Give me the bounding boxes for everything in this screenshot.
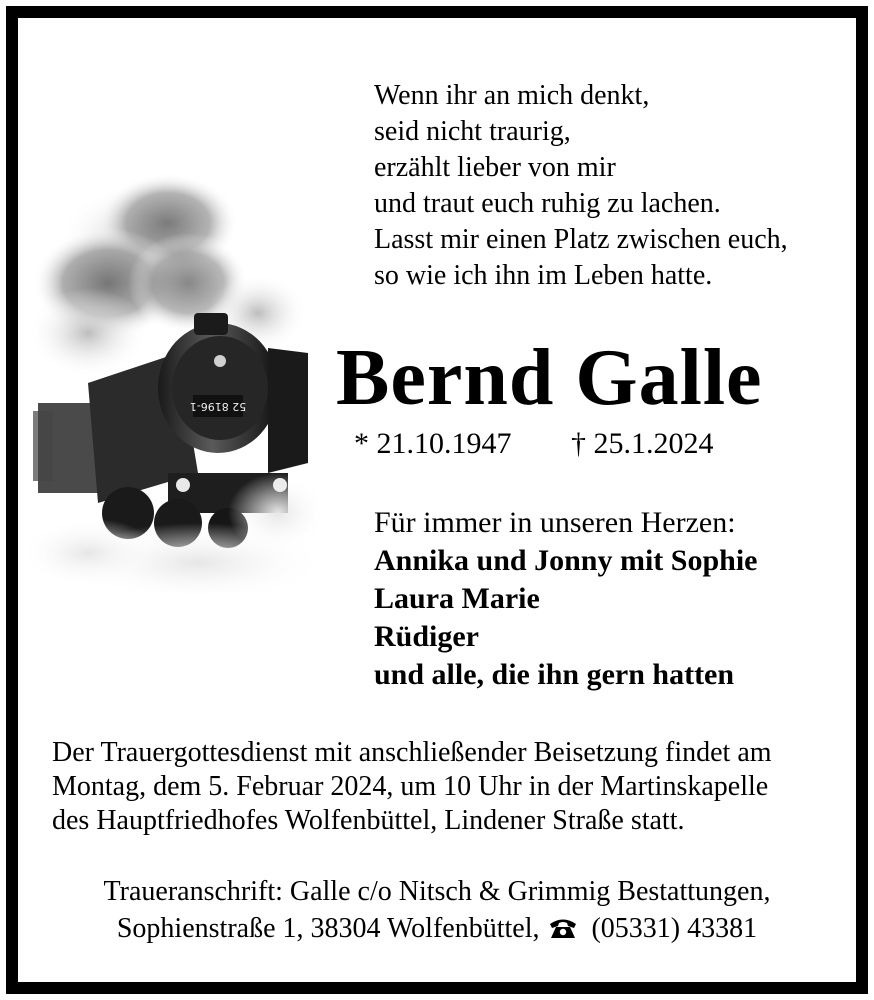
service-line: Montag, dem 5. Februar 2024, um 10 Uhr in der Martinskapelle [52, 771, 769, 802]
phone-number: (05331) 43381 [591, 913, 758, 944]
service-line: des Hauptfriedhofes Wolfenbüttel, Lindener Straße statt. [52, 805, 685, 836]
address-line [18, 910, 856, 947]
poem-line: so wie ich ihn im Leben hatte. [374, 260, 713, 291]
poem-line: und traut euch ruhig zu lachen. [374, 188, 721, 219]
mourner-name: Laura Marie [374, 582, 540, 615]
mourner-name: Annika und Jonny mit Sophie [374, 544, 758, 577]
service-notice [52, 736, 772, 838]
telephone-icon [548, 917, 578, 939]
svg-text:52 8196-1: 52 8196-1 [189, 400, 247, 413]
poem-line: erzählt lieber von mir [374, 152, 616, 183]
birth-date: * 21.10.1947 [354, 427, 512, 460]
death-date: † 25.1.2024 [571, 427, 714, 460]
mourners-intro: Für immer in unseren Herzen: [374, 506, 736, 539]
poem-line: Lasst mir einen Platz zwischen euch, [374, 224, 788, 255]
mourners-list [374, 504, 758, 694]
obituary-frame [6, 6, 868, 994]
poem-line: seid nicht traurig, [374, 116, 571, 147]
address-line: Traueranschrift: Galle c/o Nitsch & Grimmig Bestattungen, [103, 876, 771, 907]
mourner-name: und alle, die ihn gern hatten [374, 658, 735, 691]
mourner-name: Rüdiger [374, 620, 479, 653]
life-dates [354, 424, 714, 464]
poem [374, 78, 788, 294]
poem-line: Wenn ihr an mich denkt, [374, 80, 650, 111]
obituary-content [18, 18, 856, 982]
steam-locomotive-image [28, 173, 328, 593]
mourning-address [18, 873, 856, 947]
address-street: Sophienstraße 1, 38304 Wolfenbüttel, [116, 913, 540, 944]
service-line: Der Trauergottesdienst mit anschließender Beisetzung findet am [52, 737, 772, 768]
deceased-name: Bernd Galle [336, 334, 763, 422]
